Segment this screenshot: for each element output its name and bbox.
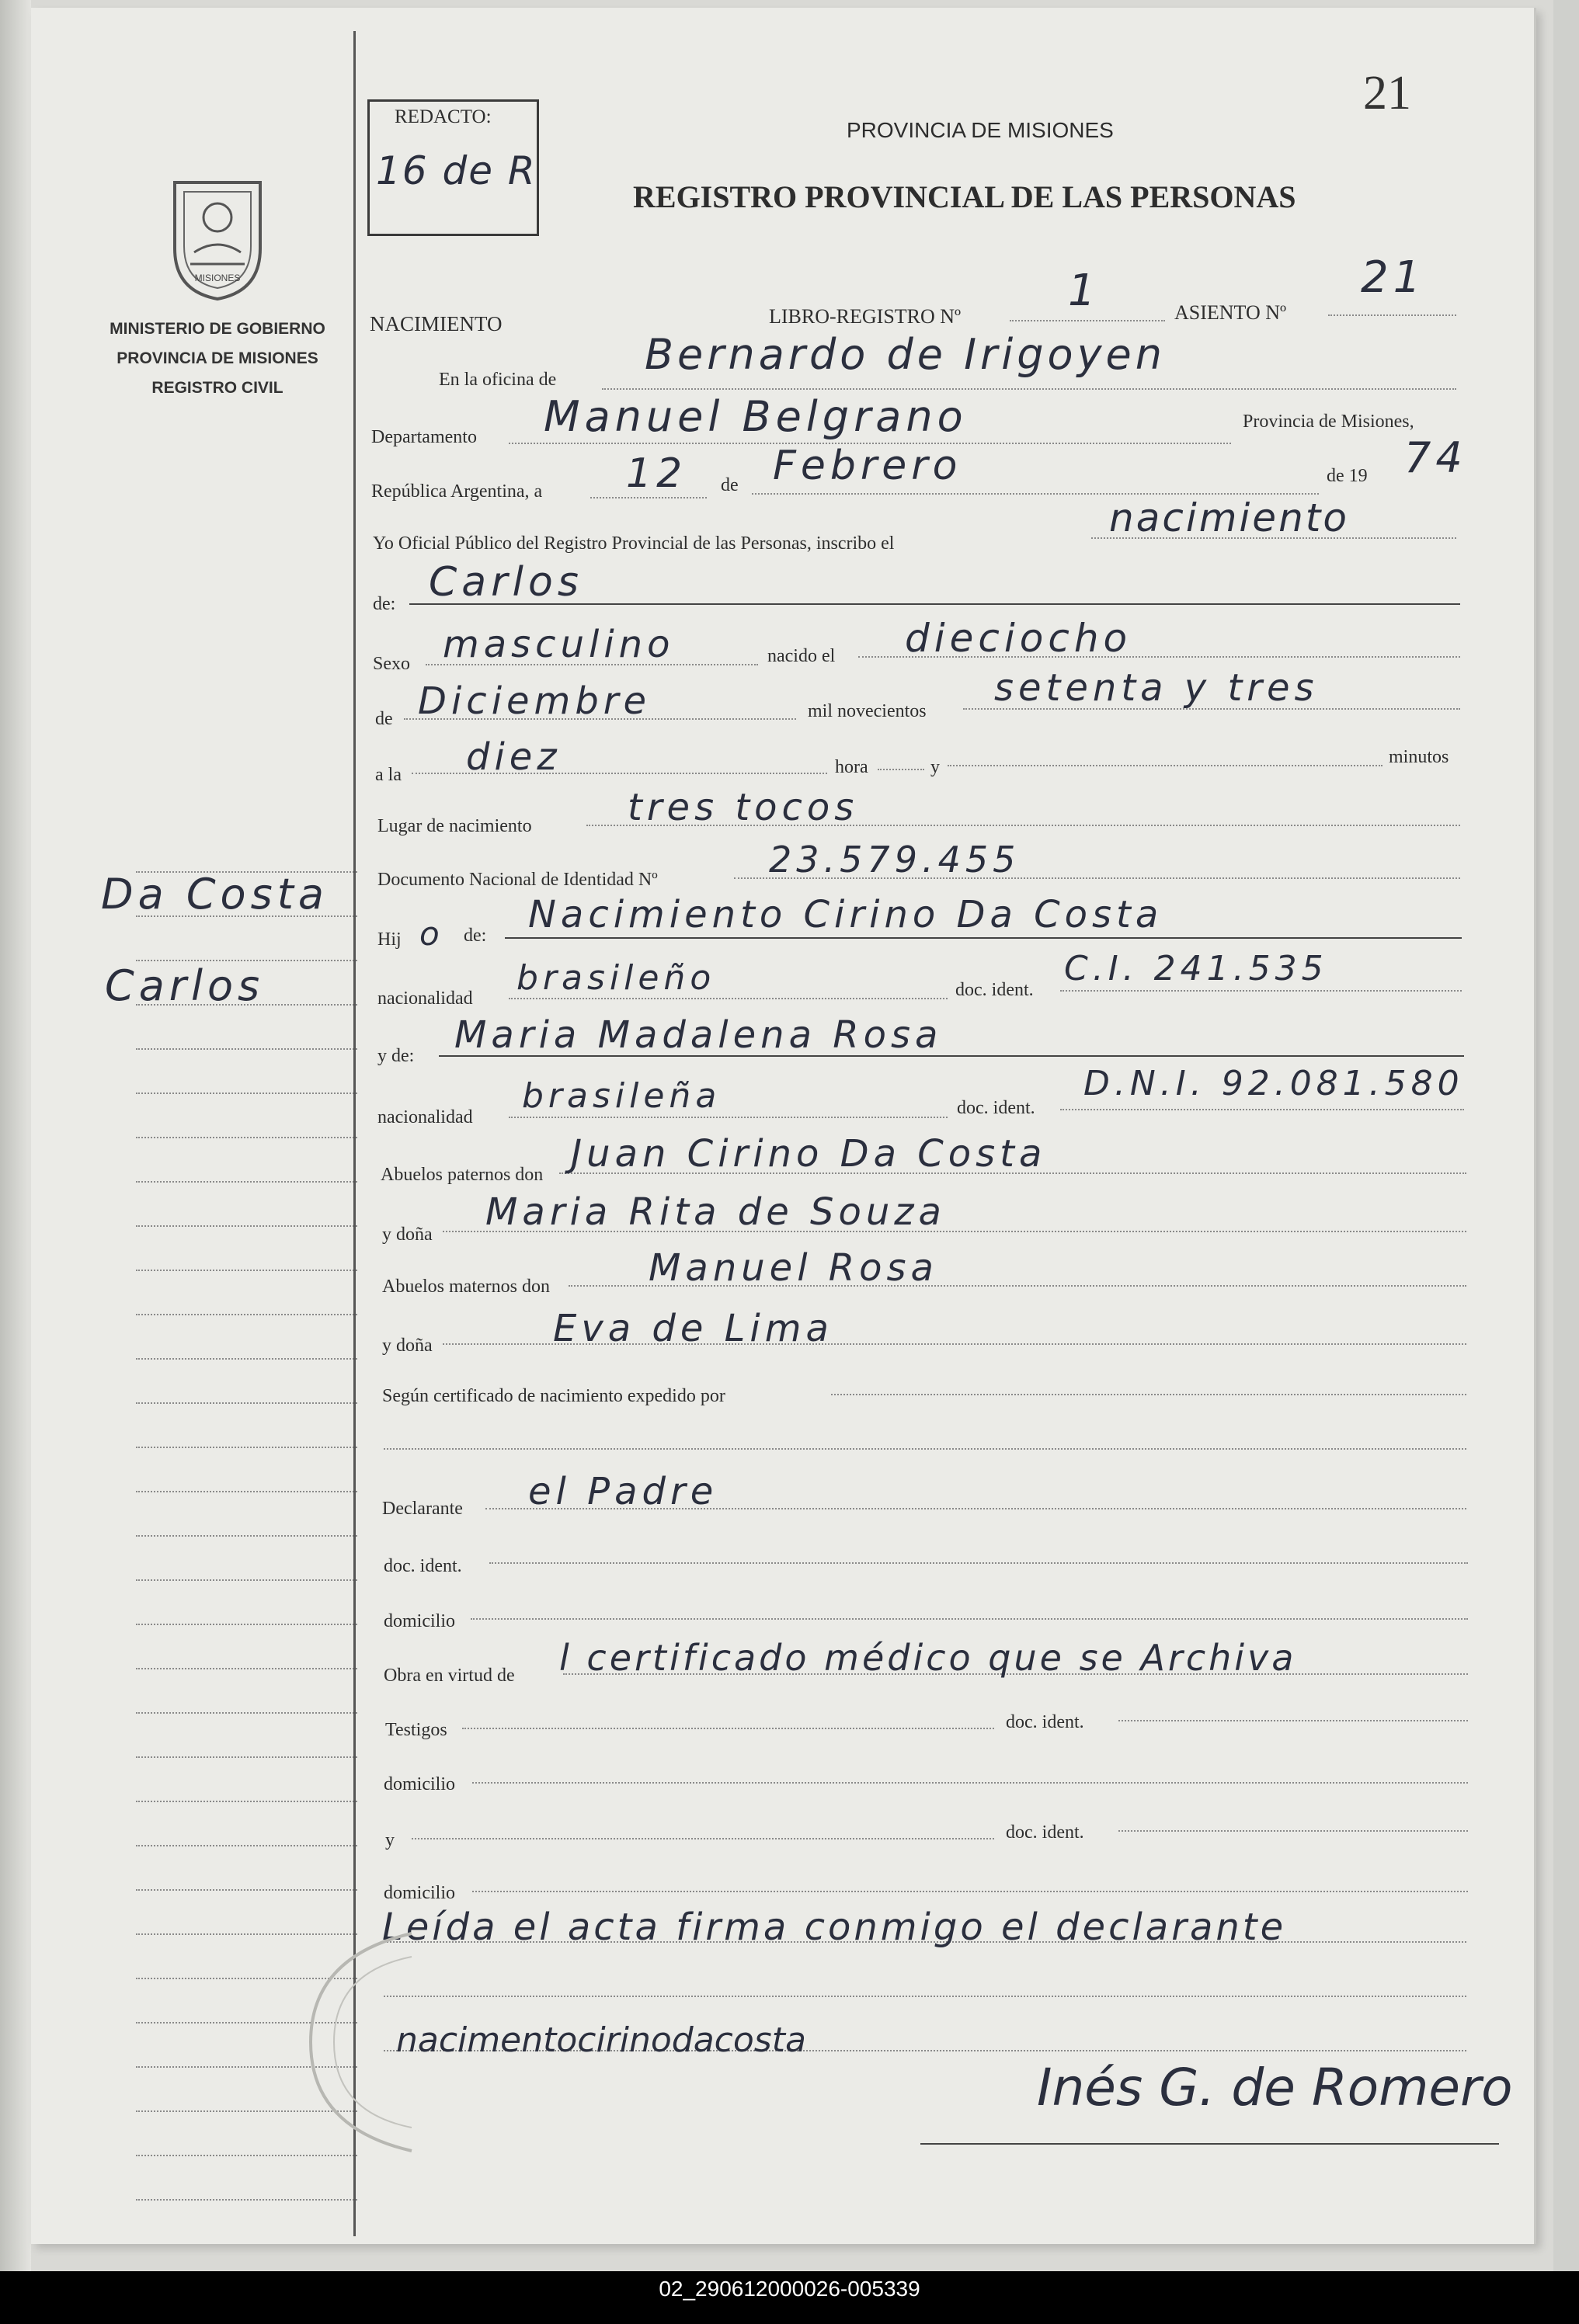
value-anio: 74 xyxy=(1404,433,1467,482)
label-obra: Obra en virtud de xyxy=(384,1666,515,1686)
label-nacido-el: nacido el xyxy=(767,646,836,666)
value-lectura: Leída el acta firma conmigo el declarante xyxy=(382,1905,1287,1949)
value-madre: Maria Madalena Rosa xyxy=(454,1013,943,1057)
label-hij-de: de: xyxy=(464,926,487,946)
label-minutos: minutos xyxy=(1389,747,1449,767)
margin-rule xyxy=(136,1845,357,1846)
value-oficina: Bernardo de Irigoyen xyxy=(645,330,1166,379)
label-abuelos-maternos: Abuelos maternos don xyxy=(382,1277,550,1297)
province-heading: PROVINCIA DE MISIONES xyxy=(847,118,1114,142)
label-testigos: Testigos xyxy=(385,1720,447,1740)
label-sexo: Sexo xyxy=(373,654,410,674)
value-nacido-el: dieciocho xyxy=(905,616,1132,661)
margin-rule xyxy=(136,1093,357,1094)
margin-rule xyxy=(136,1358,357,1360)
label-libro: LIBRO-REGISTRO Nº xyxy=(769,305,962,328)
value-nacionalidad-padre: brasileño xyxy=(516,958,716,998)
margin-rule xyxy=(136,1181,357,1183)
value-inscribo: nacimiento xyxy=(1109,495,1349,540)
value-doc-padre: C.I. 241.535 xyxy=(1064,949,1328,988)
value-dni: 23.579.455 xyxy=(769,839,1021,881)
label-nacionalidad-madre: nacionalidad xyxy=(377,1107,473,1127)
value-libro: 1 xyxy=(1068,266,1101,316)
label-nacimiento: NACIMIENTO xyxy=(370,312,503,335)
book-spine xyxy=(0,0,31,2271)
page-number: 21 xyxy=(1363,67,1411,120)
label-doc-ident-testigo-1: doc. ident. xyxy=(1006,1712,1084,1732)
label-declarante: Declarante xyxy=(382,1499,463,1519)
value-hij-suffix: o xyxy=(419,915,444,953)
margin-rule xyxy=(136,1402,357,1404)
redacto-label: REDACTO: xyxy=(395,106,492,127)
label-oficial: Yo Oficial Público del Registro Provincial de las Personas, inscribo el xyxy=(373,533,895,554)
margin-divider xyxy=(353,31,356,2236)
label-a-la: a la xyxy=(375,765,402,785)
redacto-box xyxy=(367,99,539,236)
value-lugar: tres tocos xyxy=(628,786,859,829)
margin-rule xyxy=(136,1137,357,1138)
margin-rule xyxy=(136,1801,357,1802)
margin-rule xyxy=(136,1491,357,1492)
value-dia: 12 xyxy=(626,450,687,497)
value-nombre: Carlos xyxy=(429,559,583,606)
label-provincia: Provincia de Misiones, xyxy=(1243,412,1414,432)
label-doc-ident-padre: doc. ident. xyxy=(955,980,1034,1000)
label-documento: Documento Nacional de Identidad Nº xyxy=(377,870,658,890)
margin-rule xyxy=(136,1447,357,1448)
margin-rule xyxy=(136,1314,357,1315)
margin-rule xyxy=(136,1270,357,1271)
value-departamento: Manuel Belgrano xyxy=(544,392,968,441)
margin-name: Carlos xyxy=(105,961,265,1010)
value-asiento: 21 xyxy=(1361,252,1426,303)
provincial-seal-icon xyxy=(159,175,276,303)
label-hora: hora xyxy=(835,757,868,777)
value-declarante: el Padre xyxy=(528,1470,718,1513)
value-mes: Febrero xyxy=(773,443,962,489)
label-domicilio-testigo-2: domicilio xyxy=(384,1883,455,1903)
label-doc-ident-declarante: doc. ident. xyxy=(384,1556,462,1576)
label-departamento: Departamento xyxy=(371,427,477,447)
label-doc-ident-madre: doc. ident. xyxy=(957,1098,1035,1118)
value-anio-nacimiento: setenta y tres xyxy=(994,666,1319,710)
label-y-dona-paterna: y doña xyxy=(382,1225,433,1245)
value-sexo: masculino xyxy=(443,623,675,666)
margin-rule xyxy=(136,2199,357,2201)
margin-rule xyxy=(136,1579,357,1581)
label-y: y xyxy=(930,757,940,777)
value-doc-madre: D.N.I. 92.081.580 xyxy=(1083,1064,1464,1103)
signature-declarante: nacimentocirinodacosta xyxy=(396,2020,806,2060)
value-hora: diez xyxy=(466,735,562,779)
faded-stamp-icon xyxy=(303,1926,419,2159)
margin-rule xyxy=(136,1048,357,1050)
margin-surname: Da Costa xyxy=(101,870,329,919)
label-asiento: ASIENTO Nº xyxy=(1174,301,1287,324)
seal-text: MISIONES xyxy=(194,273,241,283)
ministry-line-1: MINISTERIO DE GOBIERNO xyxy=(110,320,325,338)
label-de-nombre: de: xyxy=(373,594,396,614)
label-de-anio: de 19 xyxy=(1327,466,1368,486)
margin-rule xyxy=(136,1624,357,1625)
signature-oficial: Inés G. de Romero xyxy=(1037,2058,1513,2117)
label-mil-novecientos: mil novecientos xyxy=(808,701,927,721)
value-abuelo-materno: Manuel Rosa xyxy=(649,1246,938,1290)
label-doc-ident-testigo-2: doc. ident. xyxy=(1006,1822,1084,1843)
margin-rule xyxy=(136,1712,357,1714)
label-segun: Según certificado de nacimiento expedido por xyxy=(382,1386,725,1406)
label-de-mes: de xyxy=(375,709,393,729)
margin-rule xyxy=(136,1889,357,1891)
label-y-de: y de: xyxy=(377,1046,415,1066)
label-domicilio-declarante: domicilio xyxy=(384,1611,455,1631)
image-id-caption: 02_290612000026-005339 xyxy=(659,2277,920,2301)
value-padre: Nacimiento Cirino Da Costa xyxy=(528,893,1163,936)
label-lugar: Lugar de nacimiento xyxy=(377,816,532,836)
value-abuelo-paterno: Juan Cirino Da Costa xyxy=(571,1132,1047,1176)
ministry-line-3: REGISTRO CIVIL xyxy=(151,379,283,397)
redacto-value: 16 de R xyxy=(376,148,537,193)
margin-rule xyxy=(136,1668,357,1669)
value-obra: l certificado médico que se Archiva xyxy=(559,1637,1297,1679)
label-domicilio-testigo-1: domicilio xyxy=(384,1774,455,1794)
ministry-line-2: PROVINCIA DE MISIONES xyxy=(117,349,318,367)
label-y-testigo-2: y xyxy=(385,1830,395,1850)
label-hij: Hij xyxy=(377,929,402,950)
margin-rule xyxy=(136,1225,357,1227)
label-de: de xyxy=(721,475,739,495)
margin-rule xyxy=(136,1756,357,1758)
value-mes-nacimiento: Diciembre xyxy=(418,679,652,723)
value-nacionalidad-madre: brasileña xyxy=(522,1076,722,1116)
value-abuela-materna: Eva de Lima xyxy=(553,1307,833,1350)
label-oficina: En la oficina de xyxy=(439,370,557,390)
label-abuelos-paternos: Abuelos paternos don xyxy=(381,1165,544,1185)
label-nacionalidad-padre: nacionalidad xyxy=(377,988,473,1009)
margin-rule xyxy=(136,1535,357,1537)
registry-heading: REGISTRO PROVINCIAL DE LAS PERSONAS xyxy=(633,179,1296,214)
ministry-block xyxy=(85,314,350,403)
label-y-dona-materna: y doña xyxy=(382,1336,433,1356)
label-republica: República Argentina, a xyxy=(371,481,543,502)
value-abuela-paterna: Maria Rita de Souza xyxy=(485,1190,946,1234)
